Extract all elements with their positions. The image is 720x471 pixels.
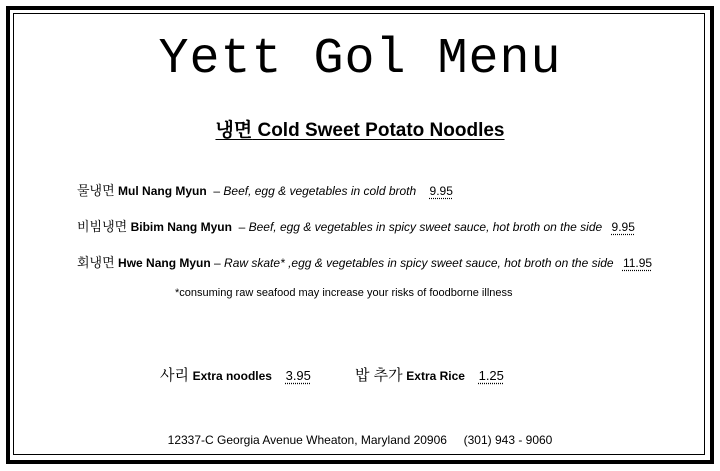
item-price: 11.95 bbox=[622, 256, 653, 270]
item-price: 9.95 bbox=[611, 220, 635, 234]
extra-rice bbox=[355, 367, 504, 385]
item-korean-name: 비빔냉면 bbox=[77, 219, 128, 234]
extra-korean-name: 밥 추가 bbox=[355, 367, 403, 384]
item-english-name: Hwe Nang Myun bbox=[118, 256, 211, 270]
section-heading-korean: 냉면 bbox=[215, 120, 253, 141]
extra-price: 1.25 bbox=[478, 368, 504, 383]
extra-noodles bbox=[160, 367, 311, 385]
menu-item-mul-nang-myun: 물냉면 Mul Nang Myun – Beef, egg & vegetables in cold broth 9.95 bbox=[77, 183, 453, 198]
extra-korean-name: 사리 bbox=[160, 367, 189, 384]
menu-title: Yett Gol Menu bbox=[158, 31, 562, 88]
raw-seafood-note: *consuming raw seafood may increase your risks of foodborne illness bbox=[175, 287, 513, 299]
item-description: Raw skate* ,egg & vegetables in spicy sweet sauce, hot broth on the side bbox=[224, 256, 614, 270]
item-english-name: Bibim Nang Myun bbox=[130, 220, 232, 234]
section-heading-text bbox=[215, 120, 504, 141]
item-description: Beef, egg & vegetables in spicy sweet sauce, hot broth on the side bbox=[248, 220, 603, 234]
section-heading bbox=[0, 118, 720, 144]
item-description: Beef, egg & vegetables in cold broth bbox=[223, 184, 417, 198]
item-english-name: Mul Nang Myun bbox=[118, 184, 207, 198]
menu-item-hwe-nang-myun: 회냉면 Hwe Nang Myun – Raw skate* ,egg & vegetables in spicy sweet sauce, hot broth on the side 11.95 bbox=[77, 255, 653, 270]
item-korean-name: 회냉면 bbox=[77, 255, 115, 270]
item-price: 9.95 bbox=[429, 184, 453, 198]
footer-contact bbox=[0, 432, 720, 448]
item-korean-name: 물냉면 bbox=[77, 183, 115, 198]
extra-price: 3.95 bbox=[285, 368, 311, 383]
extra-english-name: Extra noodles bbox=[192, 369, 272, 383]
footer-phone: (301) 943 - 9060 bbox=[463, 433, 553, 447]
footer-address: 12337-C Georgia Avenue Wheaton, Maryland 20906 bbox=[167, 433, 447, 447]
section-heading-english: Cold Sweet Potato Noodles bbox=[257, 120, 505, 141]
extra-english-name: Extra Rice bbox=[406, 369, 465, 383]
menu-item-bibim-nang-myun: 비빔냉면 Bibim Nang Myun – Beef, egg & vegetables in spicy sweet sauce, hot broth on the side 9.95 bbox=[77, 219, 635, 234]
